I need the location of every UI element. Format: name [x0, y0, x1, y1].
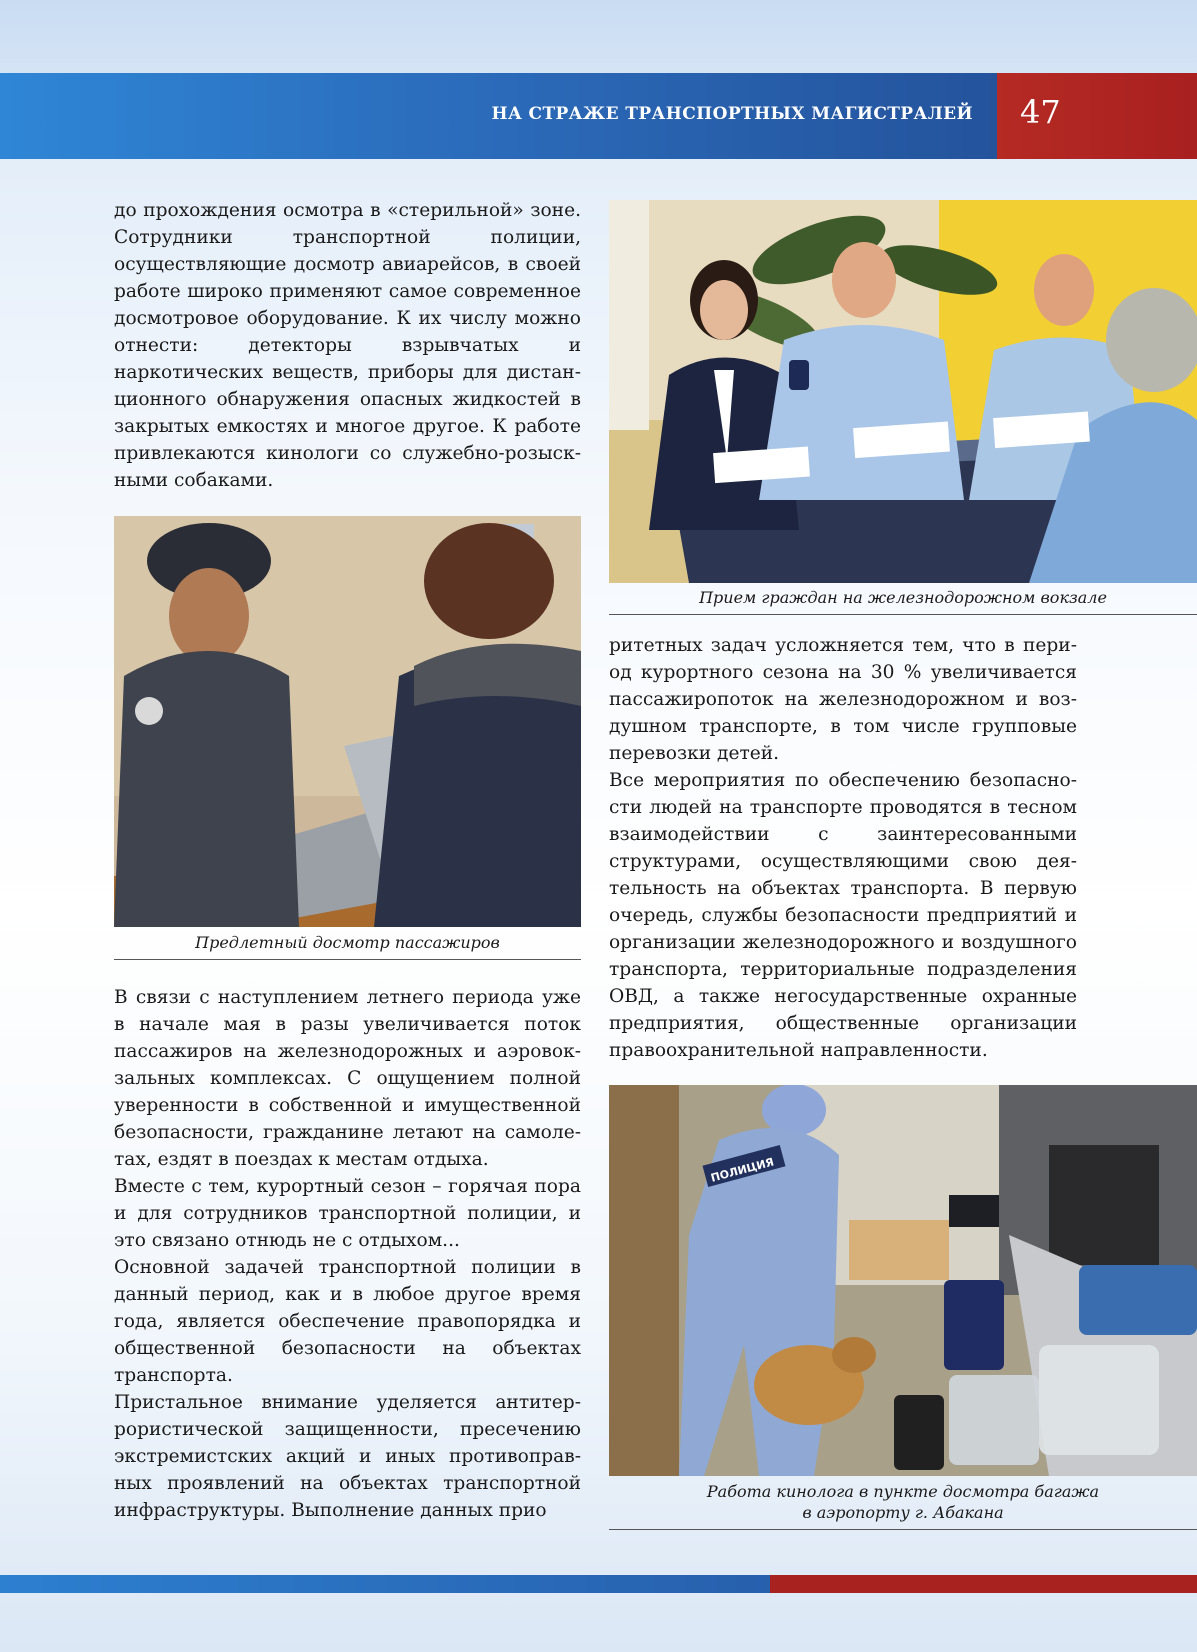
caption-rule [609, 614, 1197, 615]
caption-rule [609, 1529, 1197, 1530]
left-main-text [114, 984, 581, 1524]
left-paragraph: Основной задачей транспортной полиции в данный период, как и в любое другое время года, является обеспечение правопорядка и общественной безопасности на объектах транспорта. [114, 1257, 581, 1386]
left-paragraph: Вместе с тем, курортный сезон – горячая пора и для сотрудников транспортной полиции, и это связано отнюдь не с отдыхом... [114, 1176, 581, 1251]
dog-handler-illustration [609, 1085, 1197, 1476]
preflight-check-illustration [114, 516, 581, 927]
caption-line-1: Работа кинолога в пункте досмотра багажа [706, 1482, 1100, 1501]
station-reception-illustration [609, 200, 1197, 583]
left-paragraph: Пристальное внимание уделяется антитеррористической защищенности, пресечению экстремистских акций и иных противоправных проявлений на объектах транспортной инфраструктуры. Выполнение данных прио [114, 1392, 581, 1521]
photo-station-reception [609, 200, 1197, 583]
page-number: 47 [1020, 93, 1061, 131]
footer-blue-band [0, 1575, 770, 1593]
right-paragraph: Все мероприятия по обеспечению безопасности людей на транспорте проводятся в тесном взаимодействии с заинтересованными структурами, осуществляющими свою деятельность на объектах транспорта. В первую очередь, службы безопасности предприятий и организации железнодорожного и воздушного транспорта, территориальные подразделения ОВД, а также негосударственные охранные предприятия, общественные организации правоохранительной направленности. [609, 770, 1077, 1061]
caption-station-reception: Прием граждан на железнодорожном вокзале [699, 588, 1107, 607]
photo-preflight-check [114, 516, 581, 927]
left-intro-text [114, 197, 581, 494]
caption-line-2: в аэропорту г. Абакана [802, 1503, 1004, 1522]
photo-dog-handler [609, 1085, 1197, 1476]
intro-paragraph: до прохождения осмотра в «стерильной» зоне. Сотрудники транспортной полиции, осуществляющие досмотр авиарейсов, в своей работе широко применяют самое современное досмотровое оборудование. К их числу можно отнести: детекторы взрывчатых и наркотических веществ, приборы для дистанционного обнаружения опасных жидкостей в закрытых емкостях и многое другое. К работе привлекаются кинологи со служебно-розыскными собаками. [114, 200, 581, 491]
left-paragraph: В связи с наступлением летнего периода уже в начале мая в разы увеличивается поток пассажиров на железнодорожных и аэровокзальных комплексах. С ощущением полной уверенности в собственной и имущественной безопасности, гражданине летают на самолетах, ездят в поездах к местам отдыха. [114, 987, 581, 1170]
badge-text: ПОЛИЦИЯ [709, 1155, 776, 1185]
right-main-text [609, 632, 1077, 1064]
caption-dog-handler [609, 1481, 1197, 1523]
footer-red-band [770, 1575, 1197, 1593]
caption-preflight-check: Предлетный досмотр пассажиров [195, 933, 500, 952]
section-title: НА СТРАЖЕ ТРАНСПОРТНЫХ МАГИСТРАЛЕЙ [491, 104, 973, 124]
caption-rule [114, 959, 581, 960]
right-paragraph: ритетных задач усложняется тем, что в период курортного сезона на 30 % увеличивается пассажиропоток на железнодорожном и воздушном транспорте, в том числе групповые перевозки детей. [609, 635, 1077, 764]
